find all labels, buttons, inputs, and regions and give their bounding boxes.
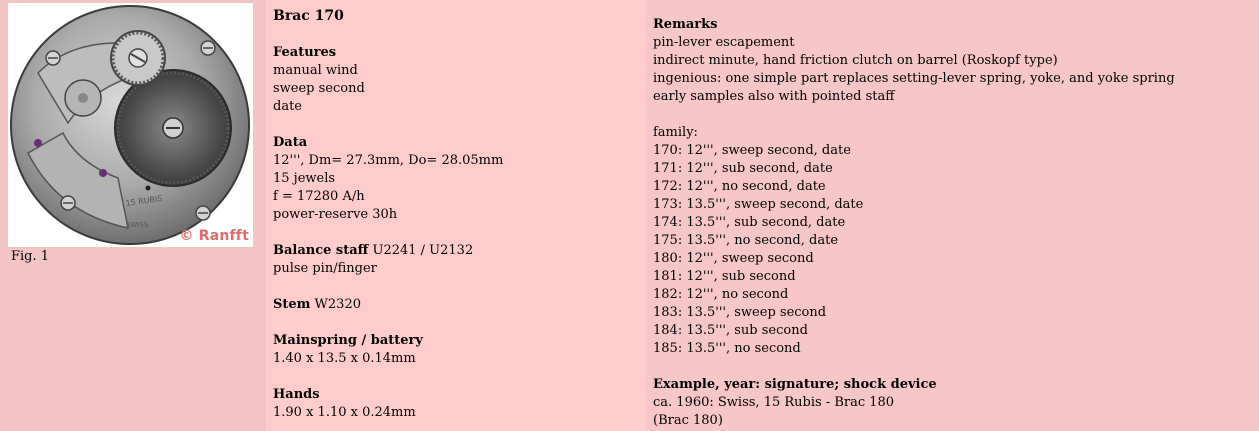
list-item: 182: 12''', no second: [653, 287, 789, 302]
image-column: [0, 0, 266, 431]
list-item: ingenious: one simple part replaces setting-lever spring, yoke, and yoke spring: [653, 71, 1175, 86]
list-item: sweep second: [273, 81, 365, 96]
balance-staff-value: U2241 / U2132: [368, 243, 474, 258]
figure-caption: Fig. 1: [11, 249, 50, 264]
list-item: power-reserve 30h: [273, 207, 398, 222]
features-list: [273, 62, 503, 116]
balance-staff-label: Balance staff: [273, 243, 369, 258]
watch-movement-image: [8, 3, 253, 247]
family-list: [653, 142, 1175, 358]
list-item: 184: 13.5''', sub second: [653, 323, 808, 338]
examples-heading: Example, year: signature; shock device: [653, 377, 937, 392]
movement-photo: [8, 3, 253, 247]
engraving-swiss: SWISS: [126, 221, 149, 229]
stem-label: Stem: [273, 297, 311, 312]
family-heading: family:: [653, 125, 698, 140]
stem-line: [273, 296, 503, 314]
features-heading: Features: [273, 45, 337, 60]
list-item: date: [273, 99, 302, 114]
list-item: 175: 13.5''', no second, date: [653, 233, 839, 248]
copyright-watermark: © Ranfft: [179, 228, 249, 244]
remarks-heading: Remarks: [653, 17, 718, 32]
list-item: 181: 12''', sub second: [653, 269, 796, 284]
examples-list: [653, 394, 1175, 430]
engraving-rubis: 15 RUBIS: [125, 193, 163, 208]
list-item: pin-lever escapement: [653, 35, 795, 50]
stem-value: W2320: [310, 297, 361, 312]
balance-staff-line: [273, 242, 503, 260]
list-item: 171: 12''', sub second, date: [653, 161, 833, 176]
mainspring-value: 1.40 x 13.5 x 0.14mm: [273, 351, 416, 366]
list-item: indirect minute, hand friction clutch on barrel (Roskopf type): [653, 53, 1058, 68]
list-item: 174: 13.5''', sub second, date: [653, 215, 846, 230]
list-item: ca. 1960: Swiss, 15 Rubis - Brac 180: [653, 395, 895, 410]
list-item: manual wind: [273, 63, 358, 78]
list-item: 173: 13.5''', sweep second, date: [653, 197, 864, 212]
list-item: 12''', Dm= 27.3mm, Do= 28.05mm: [273, 153, 504, 168]
hands-heading: Hands: [273, 387, 320, 402]
data-heading: Data: [273, 135, 308, 150]
remarks-list: [653, 34, 1175, 106]
list-item: 185: 13.5''', no second: [653, 341, 801, 356]
list-item: 180: 12''', sweep second: [653, 251, 814, 266]
mainspring-heading: Mainspring / battery: [273, 333, 423, 348]
hands-value: 1.90 x 1.10 x 0.24mm: [273, 405, 416, 420]
specs-column: [266, 0, 646, 431]
list-item: 172: 12''', no second, date: [653, 179, 826, 194]
list-item: early samples also with pointed staff: [653, 89, 895, 104]
balance-staff-extra: pulse pin/finger: [273, 261, 377, 276]
data-list: [273, 152, 503, 224]
page-title: Brac 170: [273, 8, 344, 24]
list-item: f = 17280 A/h: [273, 189, 365, 204]
remarks-column: [646, 0, 1259, 431]
list-item: 170: 12''', sweep second, date: [653, 143, 851, 158]
list-item: 15 jewels: [273, 171, 336, 186]
list-item: 183: 13.5''', sweep second: [653, 305, 827, 320]
list-item: (Brac 180): [653, 413, 723, 428]
